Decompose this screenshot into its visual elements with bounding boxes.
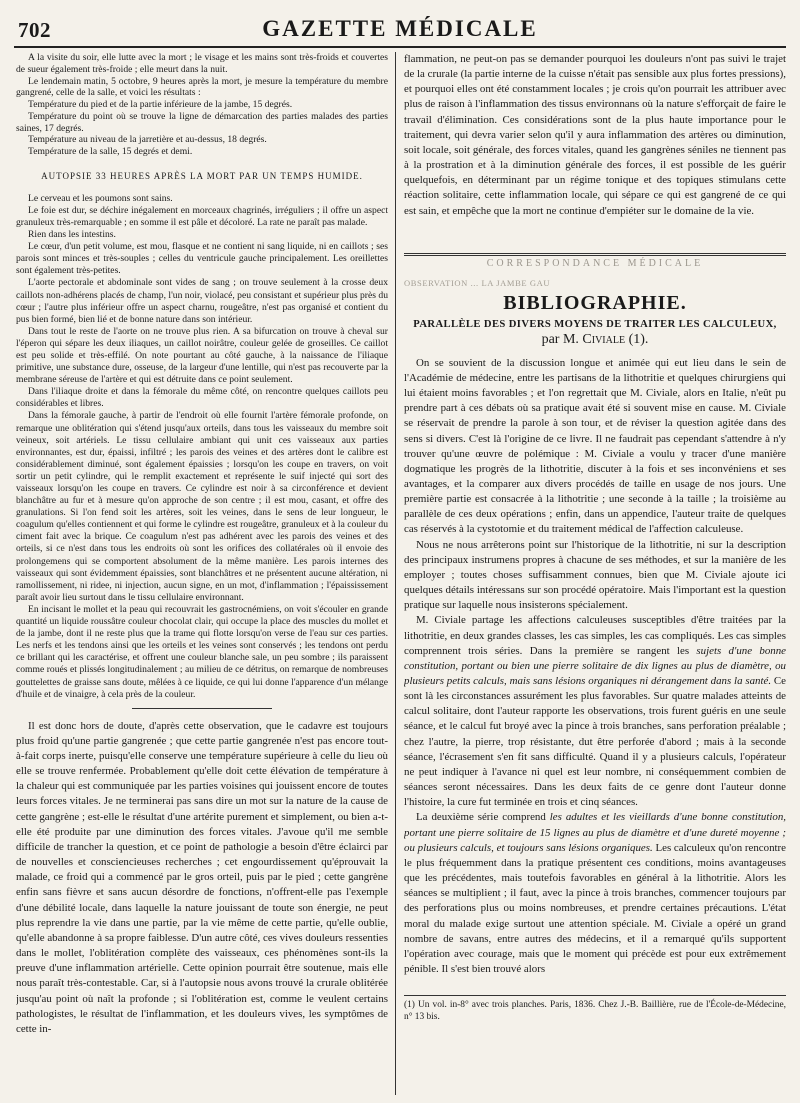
autopsy-paragraph: Dans la fémorale gauche, à partir de l'endroit où elle fournit l'artère fémorale profonde, on remarque une oblitération qui s'étend jusqu'aux orteils, dans tous les vaisseaux du membre soit veineux, soit artériels. Le tissu cellulaire ambiant qui unit ces vaisseaux aux parties environnantes, est dur, épaissi, infiltré ; les parois des veines et des artères dont le calibre est considérablement diminué, sont également épaissies ; lorsqu'on les coupe en travers, on voit sortir un petit cylindre, qui le remplit exactement et représente le suif injecté qui sort des vaisseaux lorsqu'on les coupe en travers. Ce cylindre est noir à sa circonférence et devient blanchâtre au fur et à mesure qu'on approche de son centre ; il est mou, casant, et offre des granulations. Si l'on fend soit les artères, soit les veines, dans le sens de leur longueur, le coagulum qu'elles contiennent et qui forme le cylindre est rougeâtre, granuleux et à la couleur du ciment fait avec la brique. Ce coagulum n'est pas adhérent avec les parois des veines et des orteils, si ce n'est dans tous les endroits où sont les orifices des collatérales où il envoie des prolongemens qui se comportent absolument de la même manière. Les parois internes des vaisseaux qui sont évidemment épaissies, sont blanchâtres et ne présentent aucune altération, ni ramollissement, ni ridee, ni injection, aucun signe, en un mot, d'inflammation ; l'épaississement paraît avoir lieu surtout dans le tissu cellulaire environnant. <box>16 410 388 603</box>
review-text: La deuxième série comprend <box>416 811 550 824</box>
continuation-paragraph: flammation, ne peut-on pas se demander pourquoi les douleurs n'ont pas suivi le trajet de la crurale (la partie interne de la cuisse n'était pas sensible aux plus fortes pressions), et pourquoi elles ont été constamment locales ; je crois qu'on pourrait les attribuer avec plus de raison à l'inflammation des tissus environnans où la nature s'efforçait de faire le travail d'élimination. Ces considérations sont de la plus haute importance pour le traitement, qui devra varier selon qu'il y aura inflammation des artères ou diminution, soit locale, soit générale, des forces vitales, quand les gangrènes séniles ne tiennent pas à la prostration et à la diminution générale des forces, il est possible de les guérir quelquefois, en déterminant par un régime tonique et des topiques stimulans cette réaction solitaire, cette inflammation locale, qui sépare ce qui est gangrené de ce qui est sain, et empêche que la mort ne continue d'empiéter sur le domaine de la vie. <box>404 53 786 217</box>
autopsy-paragraph: Le cerveau et les poumons sont sains. <box>28 192 173 204</box>
left-column <box>16 52 388 1095</box>
review-paragraph <box>404 613 786 810</box>
autopsy-paragraph: L'aorte pectorale et abdominale sont vides de sang ; on trouve seulement à la crosse deux caillots non-adhérens placés de champ, l'un noir, violacé, peu consistant et supérieur plus près du cœur ; l'autre plus inférieur offre un aspect charnu, rougeâtre, n'est pas organisé et contient du pus bien formé, bien lié et de bonne nature dans son intérieur. <box>16 277 388 325</box>
autopsy-paragraph: Rien dans les intestins. <box>28 229 116 241</box>
review-text: Ce sont là les circonstances assurément les plus favorables. Sur quatre malades atteints de calcul solitaire, dont l'auteur rapporte les observations, trois furent guéris en une seule séance, et le calcul fut broyé avec la pince à trois branches, sans perforation préalable ; chez l'autre, la pierre, trop résistante, dut être perforée d'abord ; mais à la seconde séance, l'écrasement s'en fit sans difficulté. Quand il y a plusieurs calculs, l'opérateur ne peut indiquer à l'avance ni quel est leur nombre, ni conséquemment combien de séances seront nécessaires. Dans les deux faits de ce genre dont l'auteur donne l'histoire, la cure fut terminée en trois et cinq séances. <box>404 675 786 809</box>
case-paragraph: Température de la salle, 15 degrés et demi. <box>28 146 193 157</box>
review-paragraph: Nous ne nous arrêterons point sur l'historique de la lithotritie, ni sur la description des principaux instrumens propres à chacune de ses méthodes, et sur la manière de les employer ; toutes choses suffisamment connues, bien que M. Civiale ajoute ici quelques détails intéressans sur son procédé opératoire. Mais l'important est la question pratique sur laquelle nous insisterons spécialement. <box>404 538 786 612</box>
case-paragraph: Température du pied et de la partie inférieure de la jambe, 15 degrés. <box>28 99 293 110</box>
bleed-through-text: CORRESPONDANCE MÉDICALE <box>486 257 704 269</box>
footnote-marker: (1). <box>628 331 649 347</box>
case-paragraph: Le lendemain matin, 5 octobre, 9 heures après la mort, je mesure la température du membre gangrené, celle de la salle, et voici les résultats : <box>16 75 388 99</box>
case-paragraph: Température au niveau de la jarretière et au-dessus, 18 degrés. <box>28 134 267 146</box>
bleed-through-heading <box>404 253 786 272</box>
book-title: PARALLÈLE DES DIVERS MOYENS DE TRAITER LES CALCULEUX, <box>413 318 777 330</box>
case-paragraph: Température du point où se trouve la ligne de démarcation des parties malades des parties saines, 17 degrés. <box>16 110 388 134</box>
commentary-paragraph: Il est donc hors de doute, d'après cette observation, que le cadavre est toujours plus froid qu'une partie gangrenée ; que cette partie gangrenée n'est pas encore tout-à-fait corps inerte, puisqu'elle conserve une température supérieure à celle du lieu où elle se trouve renfermée. Probablement qu'elle doit cette élévation de température à la chaleur qui est communiquée par les parties voisines qui jouissent encore de toutes leurs forces vitales. Je ne terminerai pas sans dire un mot sur la nature de la cause de cette gangrène ; est-elle le résultat d'une artérite purement et simplement, ou bien a-t-elle été produite par une diminution des forces vitales. J'avoue qu'il me semble difficile de trancher la question, et ce point de pathologie a besoin d'être éclairci par de nouvelles et consciencieuses recherches ; cet engourdissement qu'éprouvait la malade, ce froid qui a commencé par le gros orteil, puis par le pied ; cette gangrène enfin sans fièvre et sans aucun désordre de fonctions, n'offrent-elle pas l'exemple d'une débilité locale, dans laquelle la nature jouissant de toute son énergie, ne peut plus reprendre la vie dans une partie, par la vie même de cette partie, qu'elle oublie, qu'elle abandonne à sa propre faiblesse. D'un autre côté, ces vives douleurs ressenties dans le mollet, l'oblitération complète des vaisseaux, ces phénomènes sont-ils la preuve d'une inflammation artérielle. Cette opinion pourrait être soutenue, mais elle nous paraît très-contestable. Car, si à l'autopsie nous avons trouvé la crurale oblitérée jusqu'au point où naît la profonde ; si l'oblitération est, comme le veulent certains pathologistes, le résultat de l'inflammation, et les douleurs vives, les symptômes de cette in- <box>16 719 388 1035</box>
autopsy-paragraph: Le foie est dur, se déchire inégalement en morceaux chagrinés, irréguliers ; il offre un aspect granuleux très-remarquable ; en somme il est pâle et décoloré. La rate ne paraît pas malade. <box>16 204 388 228</box>
journal-title: GAZETTE MÉDICALE <box>262 16 538 41</box>
review-text: M. Civiale partage les affections calculeuses susceptibles d'être traitées par la lithotritie, en deux grandes classes, les cas simples, les cas compliqués. Les cas simples comprennent trois séries. Dans la première se rangent les <box>404 614 786 657</box>
footnote: (1) Un vol. in-8° avec trois planches. Paris, 1836. Chez J.-B. Baillière, rue de l'École-de-Médecine, n° 13 bis. <box>404 1000 786 1022</box>
autopsy-heading: AUTOPSIE 33 HEURES APRÈS LA MORT PAR UN TEMPS HUMIDE. <box>41 170 363 181</box>
review-text: Les calculeux qu'on rencontre le plus fréquemment dans la pratique présentent ces conditions, moins avantageuses que les précédentes, mais toutefois favorables en général à la lithotritie. Alors les séances se multiplient ; il faut, avec la pince à trois branches, commencer toujours par des perforations plus ou moins nombreuses, et prendre certaines précautions. L'état moral du malade exige surtout une attention spéciale. M. Civiale a opéré un grand nombre de savans, entre autres des médecins, et il a remarqué qu'ils supportent l'opération avec courage, mais que le moment qui précède est pour eux extrêmement pénible. Il s'est bien trouvé alors <box>404 841 786 975</box>
footnote-rule <box>404 995 786 996</box>
author-prefix: par M. <box>541 331 579 347</box>
review-italic-text: sujets d'une bonne constitution, portant ou bien une pierre solitaire de dix lignes au plus de diamètre, ou plusieurs petits calculs, mais sans lésions organiques ni dérangement dans la santé. <box>404 644 786 687</box>
autopsy-paragraph: Dans tout le reste de l'aorte on ne trouve plus rien. A sa bifurcation on trouve à cheval sur l'éperon qui sépare les deux iliaques, un caillot noirâtre, couleur gelée de groseilles. Ce caillot est peu solide et très-effilé. On note pourtant au côté gauche, à la naissance de l'iliaque primitive, une substance dure, osseuse, de la largeur d'une lentille, qui n'est pas recouverte par la membrane séreuse de l'artère et qui est détruite dans ce point seulement. <box>16 325 388 386</box>
page-number: 702 <box>18 18 51 42</box>
review-italic-text: les adultes et les vieillards d'une bonne constitution, portant une pierre solitaire de 15 lignes au plus de diamètre et d'une dureté moyenne ; ou plusieurs calculs, et toujours sans lésions organiques. <box>404 811 786 854</box>
bibliography-header <box>404 278 786 348</box>
review-paragraph: On se souvient de la discussion longue et animée qui eut lieu dans le sein de l'Académie de médecine, entre les partisans de la lithotritie et quelques chirurgiens qui lui étaient moins favorables ; et l'on regrettait que M. Civiale, alors en Italie, n'eût pu prendre part à ces débats où sa pratique avait été si souvent mise en cause. M. Civiale se réservait de prendre la parole à son tour, et de réviser la question agitée dans des sens si divers. C'est là l'origine de ce livre. Il ne faudrait pas cependant s'attendre à n'y trouver qu'une œuvre de polémique : M. Civiale a voulu y tracer d'une manière dogmatique les progrès de la lithotritie, discuter à la fois et ses inconvéniens et ses avantages, et la comparer aux divers procédés de taille en usage de nos jours. Une première partie est consacrée à la lithotritie ; une seconde à la taille ; la troisième au parallèle de ces deux opérations ; enfin, dans un appendice, l'auteur traite de quelques cas réservés à la cystotomie et du traitement médical de l'affection calculeuse. <box>404 356 786 536</box>
section-title: BIBLIOGRAPHIE. <box>503 291 687 314</box>
section-divider <box>132 708 272 709</box>
autopsy-paragraph: En incisant le mollet et la peau qui recouvrait les gastrocnémiens, on voit s'écouler en grande quantité un liquide roussâtre couleur chocolat clair, qui occupe la place des muscles du mollet et de la jambe, dont il ne reste plus que la trame qui flotte lorsqu'on verse de l'eau sur ces parties. Les nerfs et les tendons ainsi que les orteils et les veines sont conservés ; les tendons ont perdu ce brillant qui les caractérise, et offrent une couleur blanche sale, un peu sombre ; ils paraissent comme roués et plissés longitudinalement ; au milieu de ce détritus, on remarque de nombreuses gouttelettes de graisse sans doute, mêlées à ce liquide, ce qui lui donne l'apparence d'un mélange d'huile et de vinaigre, à cela près de la couleur. <box>16 603 388 700</box>
page-header <box>14 12 786 48</box>
bleed-through-line: OBSERVATION ... LA JAMBE GAU <box>404 277 551 288</box>
author-name: Civiale <box>582 331 626 347</box>
autopsy-paragraph: Dans l'iliaque droite et dans la fémorale du même côté, on rencontre quelques caillots peu considérables et libres. <box>16 386 388 410</box>
autopsy-paragraph: Le cœur, d'un petit volume, est mou, flasque et ne contient ni sang liquide, ni en caillots ; ses parois sont minces et très-souples ; celles du ventricule gauche principalement. Les oreillettes sont également très-petites. <box>16 241 388 277</box>
column-rule <box>395 52 396 1095</box>
case-paragraph: A la visite du soir, elle lutte avec la mort ; le visage et les mains sont très-froids et couvertes de sueur également très-froide ; elle meurt dans la nuit. <box>16 52 388 75</box>
review-paragraph <box>404 810 786 977</box>
book-author <box>404 332 786 348</box>
right-column <box>404 52 786 1095</box>
